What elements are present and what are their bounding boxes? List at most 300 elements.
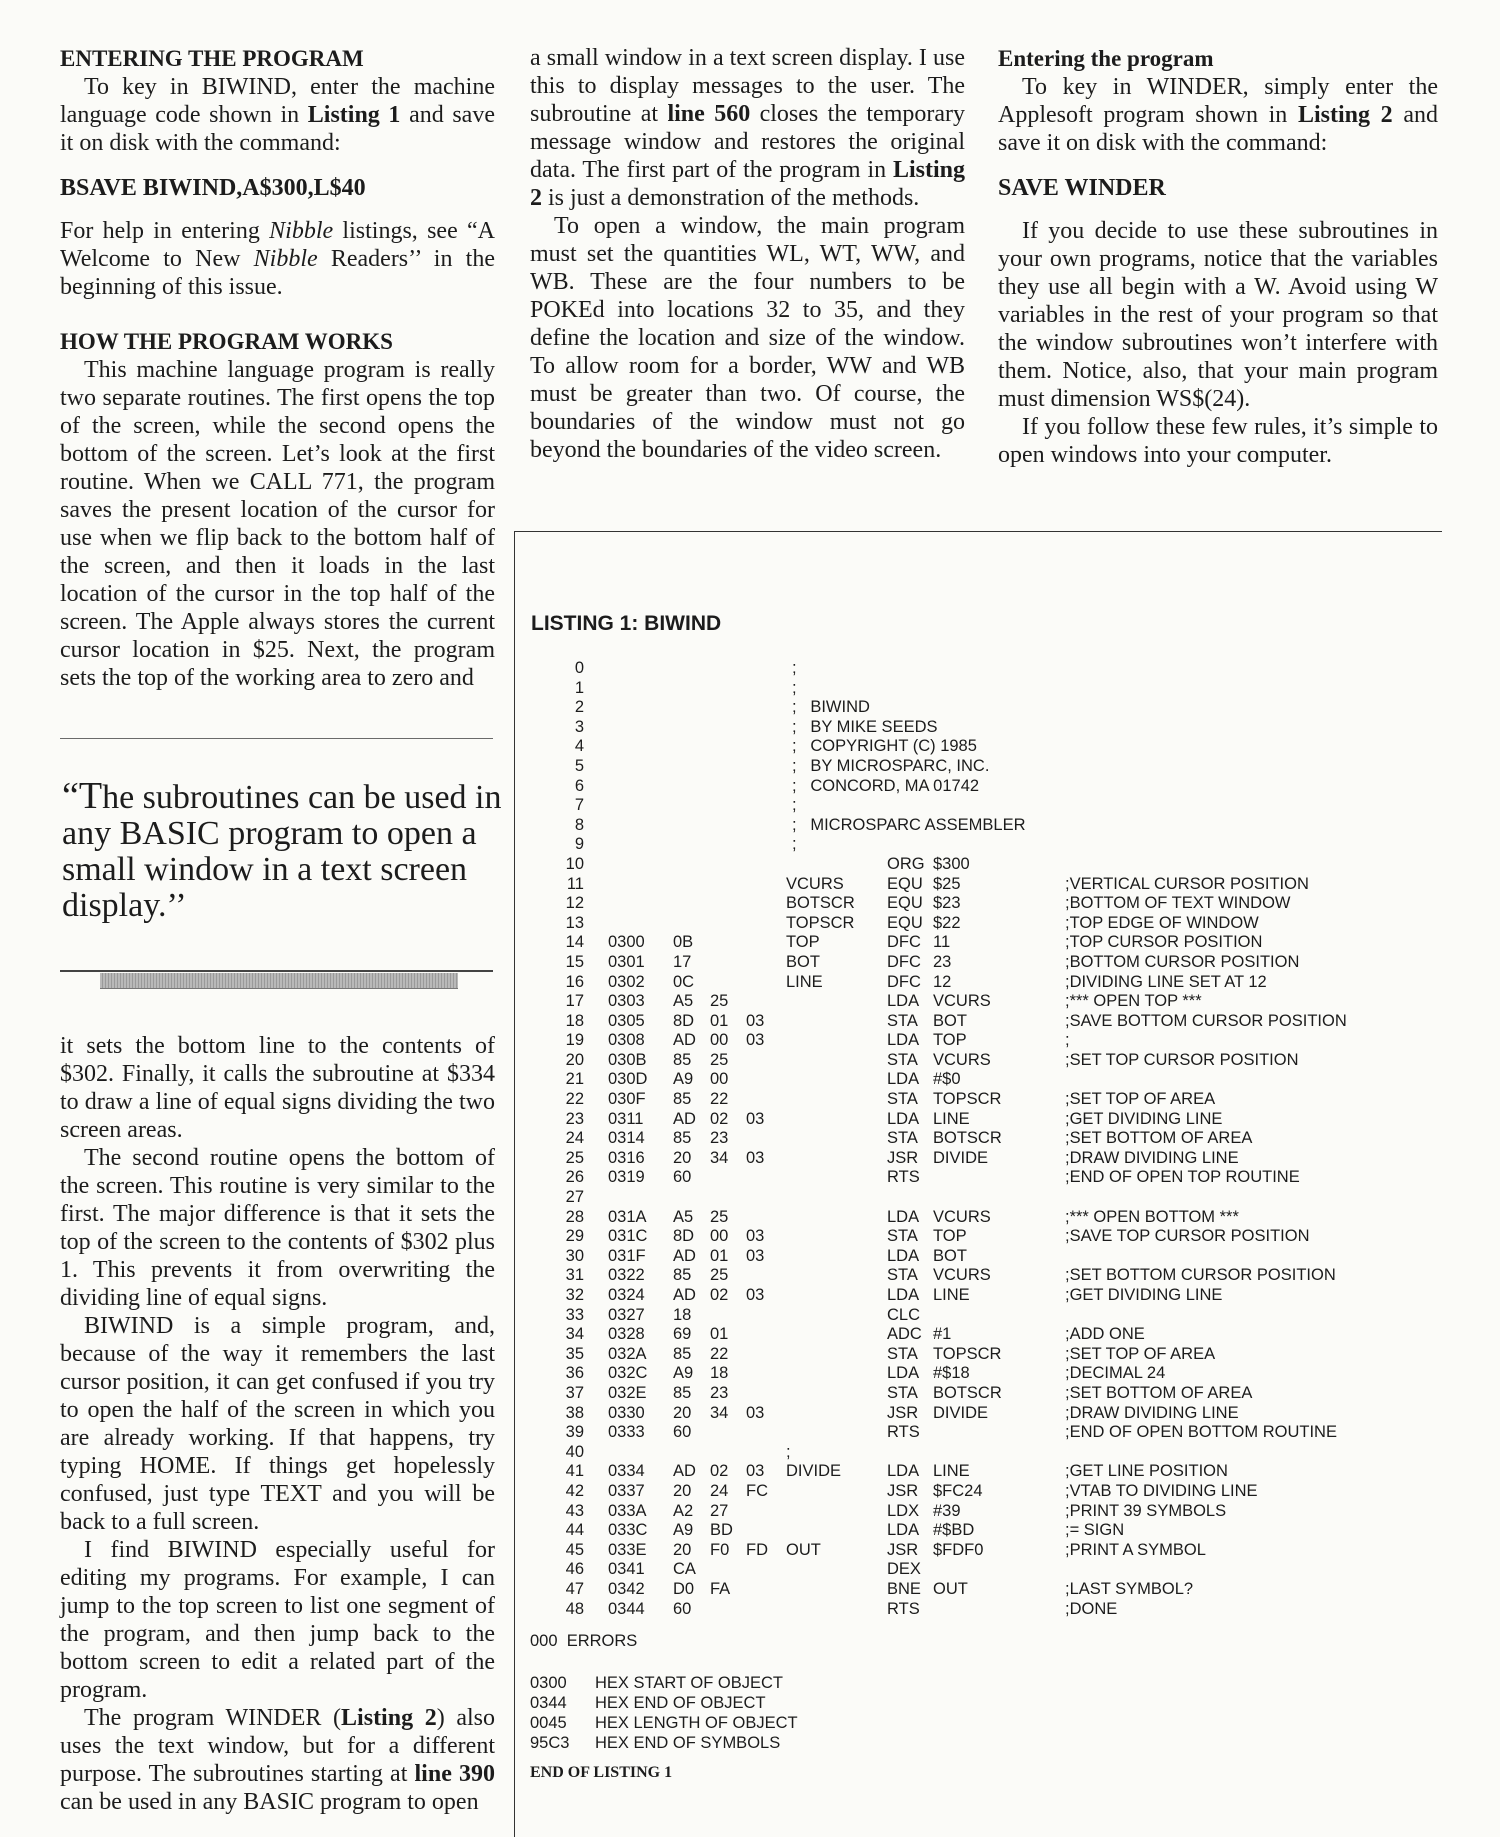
- paragraph: If you decide to use these subroutines in your own programs, notice that the variables they use all begin with a W. Avoid using W variables in the rest of your program so that the window subroutines won’t interfere with them. Notice, also, that your main program must dimension WS$(24).: [998, 218, 1438, 412]
- paragraph: For help in entering Nibble listings, see “A Welcome to New Nibble Readers’’ in the beginning of this issue.: [60, 218, 495, 300]
- paragraph: This machine language program is really two separate routines. The first opens the top of the screen, while the second opens the bottom of the screen. Let’s look at the first routine. When we CALL 771, the program saves the present location of the cursor for use when we flip back to the bottom half of the screen, and then it loads in the last location of the cursor in the top half of the screen. The Apple always stores the current cursor location in $25. Next, the program sets the top of the working area to zero and: [60, 357, 495, 691]
- byte: D0: [673, 1579, 695, 1598]
- opcode: JSR: [887, 1481, 919, 1500]
- byte: 85: [673, 1090, 692, 1109]
- line-number: 46: [565, 1560, 584, 1579]
- comment: ;DRAW DIVIDING LINE: [1065, 1403, 1239, 1422]
- byte: 0B: [673, 933, 694, 952]
- comment: ;= SIGN: [1065, 1521, 1125, 1540]
- operand: OUT: [933, 1579, 968, 1598]
- opcode: STA: [887, 1011, 918, 1030]
- line-number: 17: [565, 992, 584, 1011]
- pullquote-top-rule: [60, 738, 493, 739]
- line-number: 31: [565, 1266, 584, 1285]
- opcode: RTS: [887, 1423, 920, 1442]
- line-number: 28: [565, 1207, 584, 1226]
- comment-text: ; BY MICROSPARC, INC.: [792, 756, 990, 775]
- opcode: LDA: [887, 1031, 920, 1050]
- opcode: STA: [887, 1266, 918, 1285]
- label: OUT: [786, 1540, 821, 1559]
- address: 0334: [608, 1462, 645, 1481]
- heading-entering-winder: Entering the program: [998, 46, 1214, 71]
- line-number: 2: [574, 698, 584, 717]
- comment: ;DIVIDING LINE SET AT 12: [1065, 972, 1267, 991]
- opcode: LDA: [887, 1246, 920, 1265]
- comment: ;: [1065, 1031, 1070, 1050]
- hex-description: HEX END OF OBJECT: [595, 1694, 766, 1712]
- byte: 03: [746, 1148, 765, 1167]
- column-2: [530, 44, 965, 464]
- byte: A5: [673, 1207, 694, 1226]
- byte: 02: [710, 1286, 729, 1304]
- byte: 20: [673, 1540, 692, 1559]
- line-number: 26: [565, 1168, 584, 1187]
- byte: 85: [673, 1383, 692, 1402]
- label: DIVIDE: [786, 1462, 842, 1481]
- address: 0302: [608, 972, 645, 991]
- comment: ;END OF OPEN TOP ROUTINE: [1065, 1168, 1300, 1187]
- summary-row: [530, 1733, 798, 1753]
- operand: VCURS: [933, 1266, 991, 1285]
- byte: FA: [710, 1579, 731, 1598]
- comment-text: ; CONCORD, MA 01742: [792, 776, 980, 795]
- operand: VCURS: [933, 992, 991, 1011]
- paragraph: The program WINDER (Listing 2) also uses the text window, but for a different purpose. The subroutines starting at line 390 can be used in any BASIC program to open: [60, 1705, 495, 1815]
- label: TOPSCR: [786, 913, 855, 932]
- byte: 85: [673, 1344, 692, 1363]
- comment: ;DRAW DIVIDING LINE: [1065, 1148, 1239, 1167]
- line-number: 29: [565, 1227, 584, 1246]
- operand: DIVIDE: [933, 1403, 989, 1422]
- address: 032E: [608, 1383, 647, 1402]
- listing-title: LISTING 1: BIWIND: [531, 612, 722, 635]
- byte: AD: [673, 1109, 696, 1128]
- line-number: 10: [565, 854, 584, 873]
- operand: 12: [933, 972, 952, 991]
- comment-text: ;: [792, 659, 797, 677]
- comment: ;BOTTOM OF TEXT WINDOW: [1065, 894, 1291, 913]
- line-number: 21: [565, 1070, 584, 1089]
- comment: ;SAVE TOP CURSOR POSITION: [1065, 1227, 1310, 1246]
- line-number: 38: [565, 1403, 584, 1422]
- operand: BOTSCR: [933, 1129, 1002, 1148]
- line-number: 27: [565, 1188, 584, 1207]
- heading-how-the-program-works: HOW THE PROGRAM WORKS: [60, 329, 393, 354]
- line-number: 44: [565, 1521, 584, 1540]
- address: 032A: [608, 1344, 647, 1363]
- comment-text: ;: [792, 835, 797, 854]
- line-number: 42: [565, 1481, 584, 1500]
- operand: BOT: [933, 1011, 967, 1030]
- comment: ;*** OPEN BOTTOM ***: [1065, 1207, 1239, 1226]
- byte: 25: [710, 992, 729, 1011]
- listing-top-border: [514, 531, 1442, 532]
- comment: ;LAST SYMBOL?: [1065, 1579, 1194, 1598]
- address: 0337: [608, 1481, 645, 1500]
- comment: ;END OF OPEN BOTTOM ROUTINE: [1065, 1423, 1337, 1442]
- byte: 03: [746, 1011, 765, 1030]
- paragraph: If you follow these few rules, it’s simple to open windows into your computer.: [998, 414, 1438, 468]
- byte: 20: [673, 1148, 692, 1167]
- operand: #$18: [933, 1364, 970, 1383]
- operand: BOT: [933, 1246, 967, 1265]
- byte: 23: [710, 1383, 729, 1402]
- opcode: LDA: [887, 1286, 920, 1304]
- line-number: 24: [565, 1129, 584, 1148]
- comment: ;SET BOTTOM OF AREA: [1065, 1383, 1253, 1402]
- byte: A9: [673, 1070, 694, 1089]
- column-3: [998, 44, 1438, 469]
- summary-row: [530, 1673, 798, 1693]
- opcode: DFC: [887, 952, 921, 971]
- operand: #39: [933, 1501, 961, 1520]
- address: 0322: [608, 1266, 645, 1285]
- operand: LINE: [933, 1109, 970, 1128]
- operand: $FC24: [933, 1481, 983, 1500]
- line-number: 25: [565, 1148, 584, 1167]
- pullquote-shade-bar: [100, 973, 458, 989]
- comment: ;SAVE BOTTOM CURSOR POSITION: [1065, 1011, 1347, 1030]
- byte: 20: [673, 1403, 692, 1422]
- line-number: 9: [574, 835, 584, 854]
- comment: ;VERTICAL CURSOR POSITION: [1065, 874, 1309, 893]
- line-number: 5: [574, 756, 584, 775]
- line-number: 16: [565, 972, 584, 991]
- address: 0311: [608, 1109, 644, 1128]
- line-number: 12: [565, 894, 584, 913]
- comment: ;SET TOP CURSOR POSITION: [1065, 1050, 1299, 1069]
- operand: 11: [933, 933, 951, 952]
- address: 0301: [608, 952, 645, 971]
- opcode: LDA: [887, 1109, 920, 1128]
- column-1-bottom: [60, 1032, 495, 1816]
- byte: BD: [710, 1521, 733, 1540]
- byte: 00: [710, 1227, 729, 1246]
- errors-line: 000 ERRORS: [530, 1632, 638, 1650]
- byte: 25: [710, 1207, 729, 1226]
- byte: 34: [710, 1148, 729, 1167]
- byte: 22: [710, 1344, 729, 1363]
- byte: 02: [710, 1462, 729, 1481]
- opcode: JSR: [887, 1403, 919, 1422]
- address: 033C: [608, 1521, 648, 1540]
- address: 0330: [608, 1403, 645, 1422]
- byte: 8D: [673, 1011, 695, 1030]
- byte: 01: [710, 1325, 729, 1344]
- address: 0328: [608, 1325, 645, 1344]
- line-number: 40: [565, 1442, 584, 1461]
- byte: A9: [673, 1521, 694, 1540]
- line-number: 8: [574, 815, 584, 834]
- comment: ;SET BOTTOM CURSOR POSITION: [1065, 1266, 1336, 1285]
- operand: VCURS: [933, 1207, 991, 1226]
- byte: A5: [673, 992, 694, 1011]
- address: 030F: [608, 1090, 646, 1109]
- line-number: 1: [574, 678, 584, 697]
- comment: ;GET LINE POSITION: [1065, 1462, 1228, 1481]
- operand: $23: [933, 894, 961, 913]
- opcode: LDA: [887, 1364, 920, 1383]
- operand: TOPSCR: [933, 1090, 1002, 1109]
- bsave-command: BSAVE BIWIND,A$300,L$40: [60, 175, 366, 201]
- byte: 20: [673, 1481, 692, 1500]
- comment: ;ADD ONE: [1065, 1325, 1145, 1344]
- comment-text: ;: [792, 678, 797, 697]
- summary-row: [530, 1713, 798, 1733]
- paragraph: it sets the bottom line to the contents of $302. Finally, it calls the subroutine at $334 to draw a line of equal signs dividing the two screen areas.: [60, 1033, 495, 1143]
- operand: LINE: [933, 1462, 970, 1481]
- comment: ;VTAB TO DIVIDING LINE: [1065, 1481, 1258, 1500]
- comment: ;DECIMAL 24: [1065, 1364, 1166, 1383]
- line-number: 33: [565, 1305, 584, 1324]
- comment: ;GET DIVIDING LINE: [1065, 1286, 1223, 1304]
- byte: 25: [710, 1266, 729, 1285]
- end-of-listing: END OF LISTING 1: [530, 1764, 673, 1781]
- paragraph: To open a window, the main program must set the quantities WL, WT, WW, and WB. These are the four numbers to be POKEd into locations 32 to 35, and they define the location and size of the window. To allow room for a border, WW and WB must be greater than two. Of course, the boundaries of the window must not go beyond the boundaries of the video screen.: [530, 213, 965, 463]
- line-number: 20: [565, 1050, 584, 1069]
- opcode: LDA: [887, 1521, 920, 1540]
- line-number: 14: [565, 933, 584, 952]
- paragraph: I find BIWIND especially useful for editing my programs. For example, I can jump to the top screen to list one segment of the program, and then jump back to the bottom screen to edit a related part of the program.: [60, 1537, 495, 1703]
- byte: 25: [710, 1050, 729, 1069]
- address: 0319: [608, 1168, 645, 1187]
- line-number: 45: [565, 1540, 584, 1559]
- address: 0316: [608, 1148, 645, 1167]
- byte: 18: [673, 1305, 692, 1324]
- opcode: LDX: [887, 1501, 920, 1520]
- opcode: BNE: [887, 1579, 921, 1598]
- byte: 18: [710, 1364, 729, 1383]
- comment: ;DONE: [1065, 1599, 1118, 1618]
- line-number: 47: [565, 1579, 584, 1598]
- operand: $300: [933, 854, 970, 873]
- hex-description: HEX START OF OBJECT: [595, 1674, 783, 1692]
- comment: ;TOP EDGE OF WINDOW: [1065, 913, 1259, 932]
- opcode: STA: [887, 1129, 918, 1148]
- address: 0303: [608, 992, 645, 1011]
- comment: ;BOTTOM CURSOR POSITION: [1065, 952, 1300, 971]
- line-number: 4: [574, 737, 584, 756]
- comment: ;SET TOP OF AREA: [1065, 1344, 1216, 1363]
- line-number: 15: [565, 952, 584, 971]
- byte: 60: [673, 1423, 692, 1442]
- line-number: 43: [565, 1501, 584, 1520]
- pullquote-bottom-rule: [60, 970, 493, 972]
- opcode: DFC: [887, 933, 921, 952]
- comment-text: ; BIWIND: [792, 698, 870, 717]
- opcode: EQU: [887, 913, 923, 932]
- line-number: 34: [565, 1325, 584, 1344]
- byte: 60: [673, 1168, 692, 1187]
- address: 0344: [608, 1599, 645, 1618]
- listing-left-border: [514, 531, 515, 1837]
- hex-value: 95C3: [530, 1734, 570, 1752]
- address: 031A: [608, 1207, 647, 1226]
- line-number: 13: [565, 913, 584, 932]
- byte: 8D: [673, 1227, 695, 1246]
- hex-description: HEX END OF SYMBOLS: [595, 1734, 781, 1752]
- comment: ;SET BOTTOM OF AREA: [1065, 1129, 1253, 1148]
- line-number: 23: [565, 1109, 584, 1128]
- byte: 03: [746, 1403, 765, 1422]
- comment-text: ;: [792, 796, 797, 815]
- operand: TOP: [933, 1227, 967, 1246]
- comment: ;GET DIVIDING LINE: [1065, 1109, 1223, 1128]
- label: ;: [786, 1442, 791, 1461]
- comment: ;TOP CURSOR POSITION: [1065, 933, 1263, 952]
- line-number: 36: [565, 1364, 584, 1383]
- byte: FC: [746, 1481, 768, 1500]
- byte: 03: [746, 1462, 765, 1481]
- line-number: 37: [565, 1383, 584, 1402]
- operand: #$0: [933, 1070, 961, 1089]
- byte: 60: [673, 1599, 692, 1618]
- hex-value: 0344: [530, 1694, 567, 1712]
- address: 032C: [608, 1364, 648, 1383]
- label: LINE: [786, 972, 823, 991]
- line-number: 32: [565, 1286, 584, 1304]
- address: 030D: [608, 1070, 648, 1089]
- save-command: SAVE WINDER: [998, 175, 1166, 201]
- byte: A2: [673, 1501, 694, 1520]
- byte: 85: [673, 1129, 692, 1148]
- address: 0342: [608, 1579, 645, 1598]
- opcode: STA: [887, 1090, 918, 1109]
- paragraph: The second routine opens the bottom of the screen. This routine is very similar to the first. The major difference is that it sets the top of the screen to the contents of $302 plus 1. This prevents it from overwriting the dividing line of equal signs.: [60, 1145, 495, 1311]
- comment: ;*** OPEN TOP ***: [1065, 992, 1202, 1011]
- byte: 00: [710, 1070, 729, 1089]
- paragraph: To key in WINDER, simply enter the Applesoft program shown in Listing 2 and save it on disk with the command:: [998, 74, 1439, 156]
- byte: 22: [710, 1090, 729, 1109]
- byte: 17: [673, 952, 692, 971]
- address: 031C: [608, 1227, 648, 1246]
- line-number: 41: [565, 1462, 584, 1481]
- byte: 03: [746, 1031, 765, 1050]
- address: 0314: [608, 1129, 645, 1148]
- address: 031F: [608, 1246, 646, 1265]
- opcode: DFC: [887, 972, 921, 991]
- operand: #1: [933, 1325, 952, 1344]
- line-number: 18: [565, 1011, 584, 1030]
- line-number: 35: [565, 1344, 584, 1363]
- opcode: JSR: [887, 1148, 919, 1167]
- byte: 00: [710, 1031, 729, 1050]
- operand: $FDF0: [933, 1540, 984, 1559]
- byte: AD: [673, 1286, 696, 1304]
- byte: 34: [710, 1403, 729, 1422]
- byte: 85: [673, 1266, 692, 1285]
- line-number: 39: [565, 1423, 584, 1442]
- byte: A9: [673, 1364, 694, 1383]
- hex-value: 0300: [530, 1674, 567, 1692]
- opcode: EQU: [887, 874, 923, 893]
- opcode: JSR: [887, 1540, 919, 1559]
- byte: AD: [673, 1462, 696, 1481]
- opcode: STA: [887, 1227, 918, 1246]
- byte: CA: [673, 1560, 696, 1579]
- comment: ;SET TOP OF AREA: [1065, 1090, 1216, 1109]
- comment: ;PRINT A SYMBOL: [1065, 1540, 1206, 1559]
- address: 0341: [608, 1560, 645, 1579]
- byte: 03: [746, 1109, 765, 1128]
- hex-value: 0045: [530, 1714, 567, 1732]
- byte: 02: [710, 1109, 729, 1128]
- byte: 69: [673, 1325, 692, 1344]
- address: 033A: [608, 1501, 647, 1520]
- byte: 03: [746, 1286, 765, 1304]
- operand: TOPSCR: [933, 1344, 1002, 1363]
- opcode: LDA: [887, 1070, 920, 1089]
- byte: 01: [710, 1246, 729, 1265]
- line-number: 11: [566, 874, 584, 893]
- label: TOP: [786, 933, 820, 952]
- line-number: 48: [565, 1599, 584, 1618]
- byte: AD: [673, 1031, 696, 1050]
- comment-text: ; MICROSPARC ASSEMBLER: [792, 815, 1026, 834]
- operand: LINE: [933, 1286, 970, 1304]
- byte: 0C: [673, 972, 695, 991]
- operand: DIVIDE: [933, 1148, 989, 1167]
- operand: #$BD: [933, 1521, 975, 1540]
- paragraph: To key in BIWIND, enter the machine language code shown in Listing 1 and save it on disk with the command:: [60, 74, 495, 156]
- opcode: ADC: [887, 1325, 922, 1344]
- byte: 23: [710, 1129, 729, 1148]
- byte: 03: [746, 1227, 765, 1246]
- summary-row: [530, 1693, 798, 1713]
- opcode: LDA: [887, 992, 920, 1011]
- address: 033E: [608, 1540, 647, 1559]
- address: 030B: [608, 1050, 647, 1069]
- line-number: 22: [565, 1090, 584, 1109]
- line-number: 19: [565, 1031, 584, 1050]
- opcode: RTS: [887, 1599, 920, 1618]
- listing-summary: [530, 1631, 798, 1753]
- address: 0308: [608, 1031, 645, 1050]
- opcode: CLC: [887, 1305, 921, 1324]
- address: 0300: [608, 933, 645, 952]
- column-1-top: [60, 44, 495, 692]
- opcode: STA: [887, 1050, 918, 1069]
- address: 0327: [608, 1305, 645, 1324]
- byte: 03: [746, 1246, 765, 1265]
- byte: 85: [673, 1050, 692, 1069]
- comment: ;PRINT 39 SYMBOLS: [1065, 1501, 1227, 1520]
- operand: 23: [933, 952, 952, 971]
- opcode: EQU: [887, 894, 923, 913]
- line-number: 0: [574, 659, 584, 677]
- address: 0333: [608, 1423, 645, 1442]
- opcode: LDA: [887, 1207, 920, 1226]
- opcode: RTS: [887, 1168, 920, 1187]
- paragraph: a small window in a text screen display. I use this to display messages to the user. The subroutine at line 560 closes the temporary message window and restores the original data. The first part of the program in Listing 2 is just a demonstration of the methods.: [530, 45, 966, 211]
- paragraph: BIWIND is a simple program, and, because of the way it remembers the last cursor position, it can get confused if you try to open the half of the screen in which you are already working. If that happens, try typing HOME. If things get hopelessly confused, just type TEXT and you will be back to a full screen.: [60, 1313, 495, 1535]
- opcode: ORG: [887, 854, 925, 873]
- byte: 24: [710, 1481, 729, 1500]
- pull-quote: “The subroutines can be used in any BASIC program to open a small window in a text screen display.’’: [62, 775, 502, 924]
- operand: TOP: [933, 1031, 967, 1050]
- opcode: STA: [887, 1344, 918, 1363]
- line-number: 7: [574, 796, 584, 815]
- line-number: 30: [565, 1246, 584, 1265]
- summary-rows: [530, 1673, 798, 1753]
- line-number: 3: [574, 717, 584, 736]
- comment-text: ; COPYRIGHT (C) 1985: [792, 737, 977, 756]
- byte: F0: [710, 1540, 730, 1559]
- opcode: LDA: [887, 1462, 920, 1481]
- address: 0305: [608, 1011, 645, 1030]
- heading-entering-the-program: ENTERING THE PROGRAM: [60, 46, 364, 71]
- address: 0324: [608, 1286, 645, 1304]
